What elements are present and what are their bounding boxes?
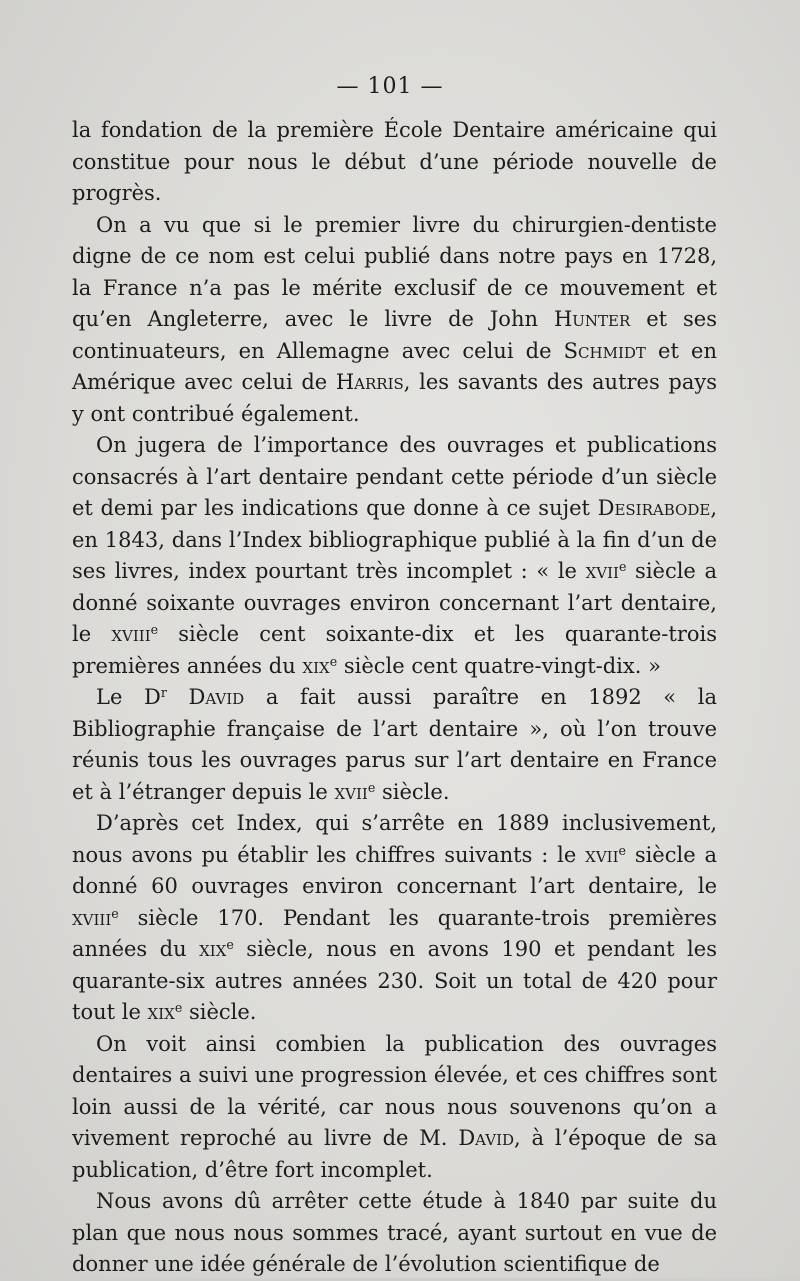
text-run: siècle cent quatre-vingt-dix. » — [337, 653, 661, 678]
author-name: Desirabode — [597, 496, 711, 520]
text-run: siècle a donné 60 ouvrages environ concernant l’art dentaire, le — [72, 842, 718, 898]
text-run: siècle. — [182, 1000, 257, 1024]
paragraph — [72, 210, 717, 431]
text-run: D’après cet Index, qui s’arrête en 1889 inclusivement, nous avons pu établir les chiffres suivants : le — [72, 811, 717, 867]
superscript: e — [329, 653, 338, 669]
century-numeral: xvii — [585, 559, 619, 583]
superscript: e — [150, 622, 159, 638]
superscript: e — [367, 779, 376, 795]
text-run: et en Amérique avec celui de — [72, 338, 717, 394]
century-numeral: xvii — [334, 779, 368, 804]
text-run: siècle, nous en avons 190 et pendant les quarante-six autres années 230. Soit un total de 420 pour tout le — [72, 937, 717, 1024]
century-numeral: xix — [147, 1000, 175, 1024]
superscript: e — [618, 842, 626, 858]
page-number: — 101 — — [336, 74, 444, 99]
paragraph — [72, 115, 717, 210]
text-run: Le D — [96, 685, 161, 709]
text-run: siècle. — [375, 779, 450, 804]
text-run: On jugera de l’importance des ouvrages et publications consacrés à l’art dentaire pendant cette période d’un siècle et demi par les indications que donne à ce sujet — [72, 433, 717, 520]
text-run: la fondation de la première École Dentaire américaine qui constitue pour nous le début d’une période nouvelle de progrès. — [72, 118, 717, 205]
body-text — [72, 115, 717, 1281]
text-run: On a vu que si le premier livre du chirurgien-dentiste digne de ce nom est celui publié dans notre pays en 1728, la France n’a pas le mérite exclusif de ce mouvement et qu’en Angleterre, avec le livre de John — [72, 212, 717, 331]
author-name: Harris — [335, 370, 404, 394]
author-name: Hunter — [553, 307, 631, 331]
author-name: David — [458, 1126, 515, 1150]
paragraph — [72, 1029, 717, 1187]
author-name: David — [188, 685, 245, 709]
text-run: siècle cent soixante-dix et les quarante-trois premières années du — [72, 622, 717, 678]
superscript: e — [618, 559, 627, 575]
text-run: a fait aussi paraître en 1892 « la Bibliographie française de l’art dentaire », où l’on trouve réunis tous les ouvrages parus sur l’art dentaire en France et à l’étranger depuis le — [72, 685, 717, 804]
text-run: siècle 170. Pendant les quarante-trois premières années du — [72, 905, 717, 961]
paragraph — [72, 430, 717, 682]
text-run: Nous avons dû arrêter cette étude à 1840 par suite du plan que nous nous sommes tracé, ayant surtout en vue de donner une idée générale de l’évolution scientifique de — [72, 1189, 717, 1276]
superscript: e — [226, 937, 234, 953]
century-numeral: xix — [302, 653, 330, 678]
superscript: r — [160, 685, 167, 701]
century-numeral: xviii — [111, 622, 151, 646]
paragraph — [72, 682, 717, 808]
text-run — [167, 685, 189, 709]
paragraph — [72, 808, 717, 1029]
text-run: , les savants des autres pays y ont contribué également. — [72, 370, 718, 426]
text-run: On voit ainsi combien la publication des ouvrages dentaires a suivi une progression élevée, et ces chiffres sont loin aussi de la vérité, car nous nous souvenons qu’on a vivement reproché au livre de M. — [72, 1031, 717, 1150]
text-run: , en 1843, dans l’Index bibliographique publié à la fin d’un de ses livres, index pourtant très incomplet : « le — [72, 496, 717, 583]
author-name: Schmidt — [563, 338, 646, 363]
text-run: et ses continuateurs, en Allemagne avec celui de — [72, 307, 718, 363]
century-numeral: xix — [199, 937, 227, 961]
superscript: e — [174, 1000, 183, 1016]
century-numeral: xviii — [72, 905, 112, 930]
text-run: siècle a donné soixante ouvrages environ concernant l’art dentaire, le — [72, 559, 717, 646]
century-numeral: xvii — [585, 842, 619, 867]
superscript: e — [111, 905, 119, 921]
paragraph — [72, 1186, 717, 1281]
text-run: , à l’époque de sa publication, d’être fort incomplet. — [72, 1126, 718, 1182]
